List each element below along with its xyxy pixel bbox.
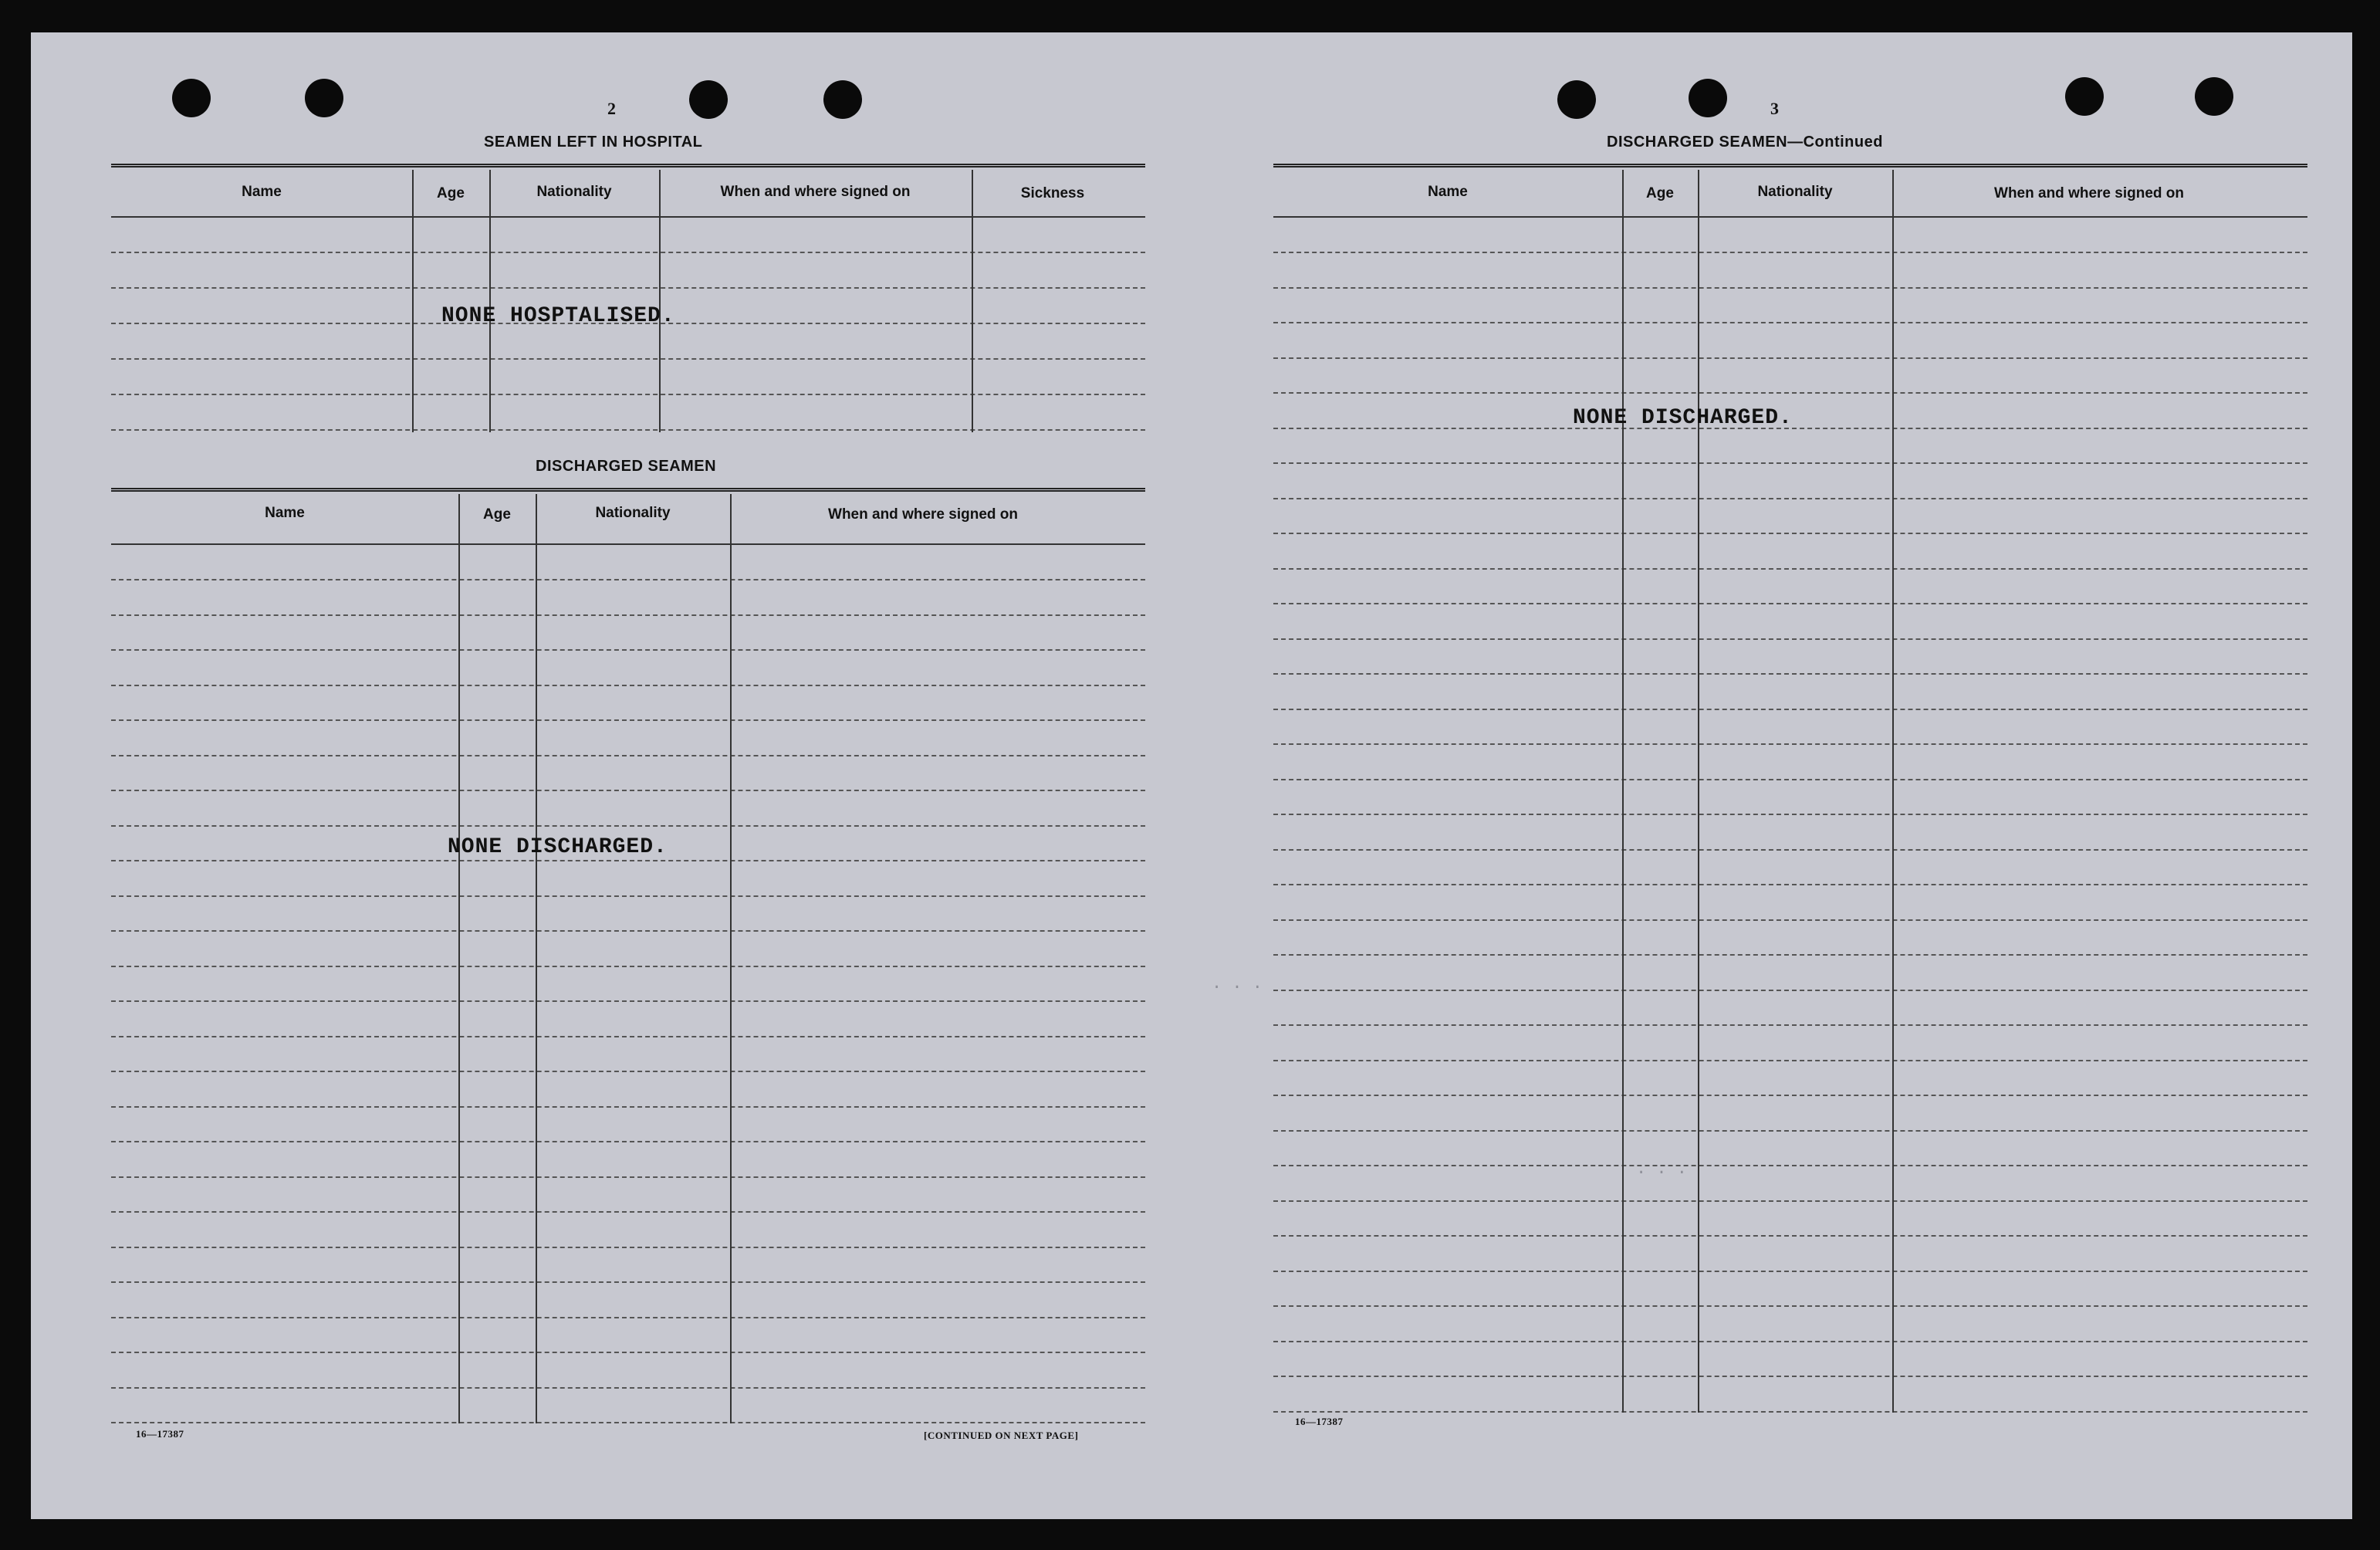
column-header-age: Age: [483, 506, 511, 523]
punch-hole: [305, 79, 343, 117]
table-row-rule: [1273, 533, 2307, 534]
table-row-rule: [1273, 322, 2307, 323]
page-number: 3: [1770, 99, 1779, 118]
punch-hole: [2195, 77, 2233, 116]
document-sheet: [31, 32, 2352, 1519]
table-row-rule: [111, 860, 1145, 861]
table-row-rule: [111, 1000, 1145, 1002]
column-header-name: Name: [265, 505, 305, 521]
table-row-rule: [1273, 357, 2307, 359]
table-row-rule: [111, 358, 1145, 360]
column-divider: [972, 170, 973, 432]
table-row-rule: [111, 1036, 1145, 1037]
punch-hole: [172, 79, 211, 117]
table-row-rule: [111, 614, 1145, 616]
table-row-rule: [111, 685, 1145, 686]
bleed-through-mark: . . .: [1212, 974, 1263, 993]
table-row-rule: [1273, 1024, 2307, 1026]
table-row-rule: [111, 930, 1145, 932]
table-row-rule: [1273, 568, 2307, 570]
table-row-rule: [111, 1422, 1145, 1423]
table-row-rule: [1273, 814, 2307, 815]
column-divider: [412, 170, 414, 432]
table-row-rule: [111, 1071, 1145, 1072]
page-number: 2: [607, 99, 616, 118]
form-number: 16—17387: [1295, 1416, 1344, 1427]
punch-hole: [1689, 79, 1727, 117]
table-row-rule: [1273, 954, 2307, 956]
table-row-rule: [111, 394, 1145, 395]
right-entry-stamp: NONE DISCHARGED.: [1573, 406, 1793, 430]
column-header-signed-on: When and where signed on: [1994, 185, 2184, 201]
table-row-rule: [1273, 462, 2307, 464]
column-header-nationality: Nationality: [595, 505, 671, 521]
table-row-rule: [111, 1106, 1145, 1108]
column-divider: [489, 170, 491, 432]
table-row-rule: [1273, 638, 2307, 640]
column-header-signed-on: When and where signed on: [828, 506, 1018, 523]
hospital-entry-stamp: NONE HOSPTALISED.: [441, 304, 675, 328]
table-row-rule: [111, 1387, 1145, 1389]
table-row-rule: [111, 1352, 1145, 1353]
column-header-nationality: Nationality: [536, 184, 612, 200]
column-header-age: Age: [1646, 185, 1674, 201]
table-row-rule: [1273, 709, 2307, 710]
column-divider: [458, 494, 460, 1423]
table-row-rule: [111, 1317, 1145, 1318]
table-row-rule: [1273, 1376, 2307, 1377]
discharged-entry-stamp: NONE DISCHARGED.: [448, 835, 668, 859]
table-row-rule: [1273, 849, 2307, 851]
discharged-continued-title: DISCHARGED SEAMEN—Continued: [1607, 134, 1883, 151]
bleed-through-mark: . . .: [1636, 1159, 1688, 1179]
table-row-rule: [111, 825, 1145, 827]
table-row-rule: [1273, 1130, 2307, 1132]
table-row-rule: [1273, 287, 2307, 289]
table-row-rule: [111, 790, 1145, 791]
table-row-rule: [1273, 392, 2307, 394]
table-row-rule: [1273, 1305, 2307, 1307]
column-header-age: Age: [437, 185, 465, 201]
column-divider: [1698, 170, 1699, 1413]
column-divider: [536, 494, 537, 1423]
table-row-rule: [1273, 884, 2307, 885]
table-row-rule: [1273, 498, 2307, 499]
form-number: 16—17387: [136, 1428, 184, 1440]
column-header-name: Name: [242, 184, 282, 200]
table-row-rule: [1273, 1341, 2307, 1342]
punch-hole: [1557, 80, 1596, 119]
table-row-rule: [111, 755, 1145, 756]
table-row-rule: [1273, 779, 2307, 780]
table-row-rule: [111, 649, 1145, 651]
table-row-rule: [111, 895, 1145, 897]
column-divider: [730, 494, 732, 1423]
table-top-rule: [111, 488, 1145, 492]
column-header-nationality: Nationality: [1757, 184, 1833, 200]
header-divider: [111, 216, 1145, 218]
table-top-rule: [1273, 164, 2307, 168]
column-header-name: Name: [1428, 184, 1468, 200]
column-divider: [1892, 170, 1894, 1413]
header-divider: [111, 543, 1145, 545]
table-row-rule: [1273, 1095, 2307, 1096]
table-row-rule: [111, 719, 1145, 721]
column-divider: [659, 170, 661, 432]
table-row-rule: [111, 429, 1145, 431]
table-row-rule: [111, 252, 1145, 253]
hospital-section-title: SEAMEN LEFT IN HOSPITAL: [484, 134, 703, 151]
table-row-rule: [1273, 1235, 2307, 1237]
column-header-sickness: Sickness: [1020, 185, 1085, 201]
table-row-rule: [1273, 603, 2307, 604]
table-row-rule: [1273, 919, 2307, 921]
table-row-rule: [111, 579, 1145, 580]
table-row-rule: [1273, 1271, 2307, 1272]
table-row-rule: [111, 1281, 1145, 1283]
table-top-rule: [111, 164, 1145, 168]
punch-hole: [689, 80, 728, 119]
table-row-rule: [1273, 990, 2307, 991]
table-row-rule: [1273, 1165, 2307, 1166]
discharged-section-title: DISCHARGED SEAMEN: [536, 458, 717, 475]
punch-hole: [2065, 77, 2104, 116]
table-row-rule: [1273, 743, 2307, 745]
header-divider: [1273, 216, 2307, 218]
table-row-rule: [1273, 1411, 2307, 1413]
table-row-rule: [111, 287, 1145, 289]
table-row-rule: [111, 1176, 1145, 1178]
table-row-rule: [111, 1141, 1145, 1142]
column-divider: [1622, 170, 1624, 1413]
table-row-rule: [111, 1211, 1145, 1213]
table-row-rule: [1273, 252, 2307, 253]
table-row-rule: [111, 1247, 1145, 1248]
table-row-rule: [1273, 673, 2307, 675]
table-row-rule: [1273, 1060, 2307, 1061]
punch-hole: [823, 80, 862, 119]
table-row-rule: [1273, 1200, 2307, 1202]
continued-note: [CONTINUED ON NEXT PAGE]: [924, 1430, 1079, 1441]
table-row-rule: [111, 966, 1145, 967]
column-header-signed-on: When and where signed on: [720, 184, 911, 200]
